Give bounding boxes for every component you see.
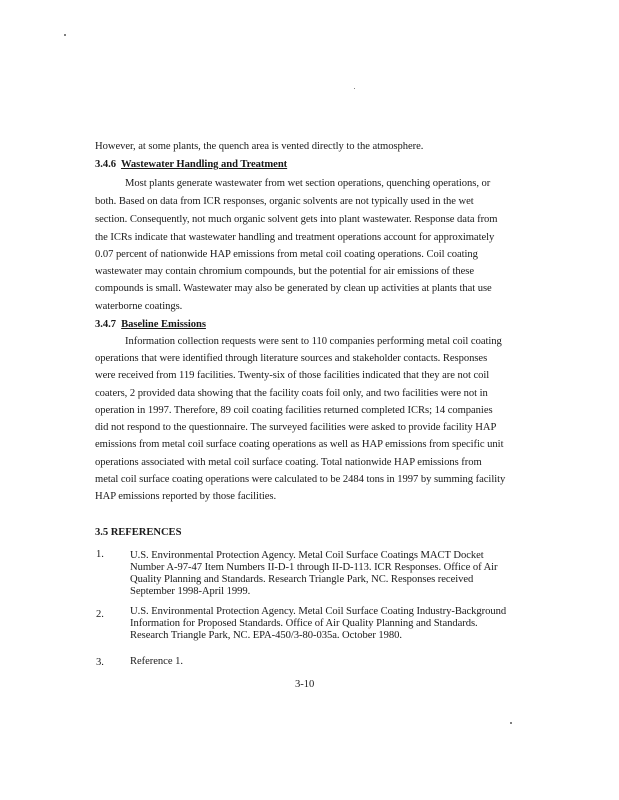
body-text-line: wastewater may contain chromium compounds, but the potential for air emissions of these [95,266,474,277]
section-heading-3-4-6 [95,158,287,171]
body-text-line: did not respond to the questionnaire. The surveyed facilities were asked to provide facility HAP [95,422,497,433]
reference-text-line: Number A-97-47 Item Numbers II-D-1 through II-D-113. ICR Responses. Office of Air [130,562,498,573]
section-title: Baseline Emissions [121,319,206,330]
scan-speck [64,34,66,36]
reference-text-line: Quality Planning and Standards. Research Triangle Park, NC. Responses received [130,574,474,585]
body-text-line: coaters, 2 provided data showing that the facility coats foil only, and two facilities were not in [95,388,488,399]
body-text-line: waterborne coatings. [95,301,183,312]
reference-number: 1. [96,549,104,560]
section-heading-3-5: 3.5 REFERENCES [95,527,182,538]
body-text-line: Most plants generate wastewater from wet section operations, quenching operations, or [125,178,491,189]
body-text-line: compounds is small. Wastewater may also be generated by clean up activities at plants that use [95,283,492,294]
body-text-line: Information collection requests were sent to 110 companies performing metal coil coating [125,336,502,347]
section-heading-3-4-7 [95,318,206,331]
scan-speck [354,88,355,89]
reference-text-line: Information for Proposed Standards. Office of Air Quality Planning and Standards. [130,618,478,629]
scan-speck [510,722,512,724]
section-number: 3.4.7 [95,319,116,330]
body-text-line: However, at some plants, the quench area is vented directly to the atmosphere. [95,141,424,152]
reference-text-line: U.S. Environmental Protection Agency. Metal Coil Surface Coatings MACT Docket [130,550,484,561]
body-text-line: operation in 1997. Therefore, 89 coil coating facilities returned completed ICRs; 14 companies [95,405,493,416]
body-text-line: were received from 119 facilities. Twenty-six of those facilities indicated that they are not coil [95,370,490,381]
body-text-line: section. Consequently, not much organic solvent gets into plant wastewater. Response data from [95,214,498,225]
section-title: Wastewater Handling and Treatment [120,159,288,170]
body-text-line: operations that were identified through literature sources and stakeholder contacts. Responses [95,353,488,364]
body-text-line: both. Based on data from ICR responses, organic solvents are not typically used in the wet [95,196,474,207]
reference-text-line: September 1998-April 1999. [130,586,251,597]
body-text-line: the ICRs indicate that wastewater handling and treatment operations account for approximately [95,232,495,243]
body-text-line: emissions from metal coil surface coating operations as well as HAP emissions from specific unit [95,439,504,450]
page-number: 3-10 [295,679,315,690]
body-text-line: 0.07 percent of nationwide HAP emissions from metal coil coating operations. Coil coating [95,249,478,260]
reference-text-line: Research Triangle Park, NC. EPA-450/3-80-035a. October 1980. [130,630,403,641]
body-text-line: operations associated with metal coil surface coating. Total nationwide HAP emissions from [95,457,482,468]
section-number: 3.4.6 [95,159,116,170]
reference-text-line: U.S. Environmental Protection Agency. Metal Coil Surface Coating Industry-Background [130,606,507,617]
body-text-line: metal coil surface coating operations were calculated to be 2484 tons in 1997 by summing facility [95,474,506,485]
body-text-line: HAP emissions reported by those facilities. [95,491,277,502]
reference-number: 3. [96,657,104,668]
reference-text-line: Reference 1. [130,656,183,667]
reference-number: 2. [96,609,104,620]
